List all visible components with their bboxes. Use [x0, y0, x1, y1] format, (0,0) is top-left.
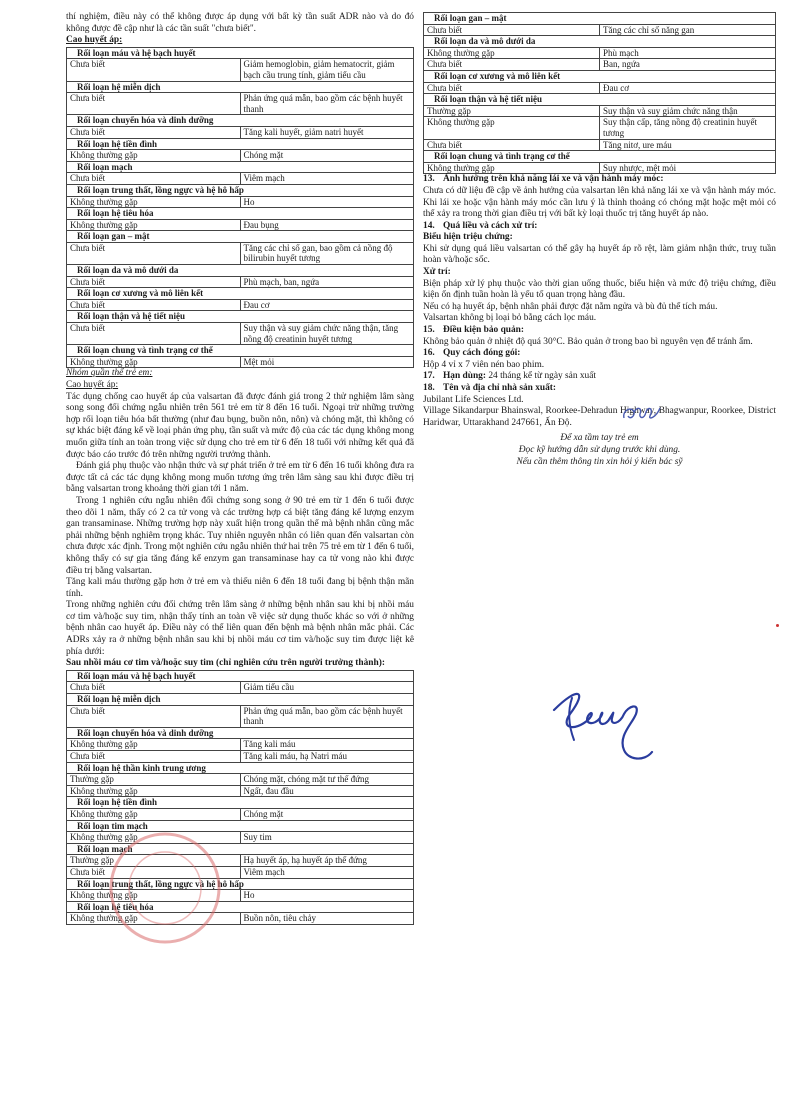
group-header-row	[67, 762, 414, 774]
reaction-cell: Mệt mỏi	[240, 356, 414, 368]
frequency-cell: Không thường gặp	[67, 196, 241, 208]
section-15-heading: 15. Điều kiện bảo quản:	[423, 325, 525, 336]
reaction-cell: Ngất, đau đầu	[240, 785, 414, 797]
hypertension-table-title: Cao huyết áp:	[66, 35, 123, 46]
table-row	[67, 242, 414, 264]
frequency-cell: Chưa biết	[424, 82, 600, 94]
group-header: Rối loạn hệ tiêu hóa	[67, 901, 414, 913]
frequency-cell: Không thường gặp	[67, 808, 241, 820]
reaction-cell: Tăng nitơ, ure máu	[600, 139, 776, 151]
group-header-row	[67, 670, 414, 682]
table-row	[67, 93, 414, 115]
section-13-text: Chưa có dữ liệu đề cập về ảnh hưởng của valsartan lên khả năng lái xe và vận hành máy móc. Khi lái xe hoặc vận hành máy móc cần lưu ý là thỉnh thoảng có chóng mặt hoặc mệt mỏi có thể xảy ra trong thời gian điều trị với bất kỳ loại thuốc trị tăng huyết áp nào.	[423, 185, 776, 220]
group-header-row	[424, 151, 776, 163]
company-stamp	[100, 828, 230, 948]
group-header: Rối loạn chuyển hóa và dinh dưỡng	[67, 115, 414, 127]
consult-doctor-note: Nếu cần thêm thông tin xin hỏi ý kiến bác sỹ	[516, 456, 683, 467]
group-header-row	[67, 231, 414, 243]
group-header: Rối loạn chuyển hóa và dinh dưỡng	[67, 727, 414, 739]
post-mi-table-title: Sau nhồi máu cơ tim và/hoặc suy tim (chỉ nghiên cứu trên người trưởng thành):	[66, 658, 385, 669]
group-header: Rối loạn mạch	[67, 843, 414, 855]
group-header: Rối loạn tim mạch	[67, 820, 414, 832]
frequency-cell: Không thường gặp	[67, 832, 241, 844]
reaction-cell: Tăng kali máu	[240, 739, 414, 751]
frequency-cell: Không thường gặp	[67, 219, 241, 231]
symptoms-subheading: Biểu hiện triệu chứng:	[423, 232, 513, 243]
intro-text: thí nghiệm, điều này có thể không được áp dụng với bất kỳ tần suất ADR nào và do đó không được đề cập như là các tần suất "chưa biết".	[66, 12, 414, 34]
frequency-cell: Chưa biết	[67, 173, 241, 185]
table-row	[424, 59, 776, 71]
section-16-heading: 16. Quy cách đóng gói:	[423, 348, 521, 359]
reaction-cell: Phản ứng quá mẫn, bao gồm các bệnh huyết thanh	[240, 93, 414, 115]
group-header-row	[67, 288, 414, 300]
group-header-row	[67, 311, 414, 323]
right-column	[423, 12, 776, 468]
group-header-row	[67, 797, 414, 809]
group-header-row	[67, 208, 414, 220]
reaction-cell: Ban, ngứa	[600, 59, 776, 71]
reaction-cell: Ho	[240, 890, 414, 902]
reaction-cell: Hạ huyết áp, hạ huyết áp thế đứng	[240, 855, 414, 867]
pediatric-paragraph-4: Tăng kali máu thường gặp hơn ở trẻ em và thiếu niên 6 đến 18 tuổi đang bị bệnh thận mãn tính.	[66, 577, 414, 599]
symptoms-text: Khi sử dụng quá liều valsartan có thể gây hạ huyết áp rõ rệt, làm giảm nhận thức, truỵ tuần hoàn và/hoặc sốc.	[423, 243, 776, 266]
table-row	[67, 739, 414, 751]
table-row	[424, 162, 776, 174]
frequency-cell: Không thường gặp	[67, 785, 241, 797]
group-header: Rối loạn máu và hệ bạch huyết	[67, 670, 414, 682]
table-row	[67, 751, 414, 763]
table-row	[67, 126, 414, 138]
frequency-cell: Chưa biết	[67, 866, 241, 878]
reaction-cell: Chóng mặt	[240, 808, 414, 820]
reaction-cell: Suy thận và suy giảm chức năng thận, tăng nồng độ creatinin huyết tương	[240, 323, 414, 345]
group-header-row	[67, 727, 414, 739]
group-header: Rối loạn thận và hệ tiết niệu	[424, 94, 776, 106]
table-row	[67, 705, 414, 727]
frequency-cell: Thường gặp	[67, 774, 241, 786]
group-header: Rối loạn hệ miễn dịch	[67, 81, 414, 93]
post-mi-paragraph: Trong những nghiên cứu đối chứng trên lâm sàng ở những bệnh nhân sau khi bị nhồi máu cơ tim và/hoặc suy tim, nhận thấy tính an toàn về việc sử dụng thuốc khác so với ở những bệnh nhân cao huyết áp. Điều này có thể liên quan đến bệnh mà bệnh nhân mắc phải. Các ADRs xảy ra ở những bệnh nhân sau khi bị nhồi máu cơ tim và/hoặc suy tim được liệt kê phía dưới:	[66, 600, 414, 657]
frequency-cell: Chưa biết	[67, 93, 241, 115]
frequency-cell: Chưa biết	[67, 299, 241, 311]
group-header: Rối loạn hệ tiền đình	[67, 138, 414, 150]
reaction-cell: Phù mạch, ban, ngứa	[240, 276, 414, 288]
table-row	[67, 323, 414, 345]
reaction-cell: Tăng kali huyết, giảm natri huyết	[240, 126, 414, 138]
reaction-cell: Suy nhược, mệt mỏi	[600, 162, 776, 174]
table-row	[67, 682, 414, 694]
table-row	[67, 59, 414, 81]
reaction-cell: Đau bụng	[240, 219, 414, 231]
reaction-cell: Phù mạch	[600, 47, 776, 59]
group-header-row	[424, 13, 776, 25]
reaction-cell: Suy thận cấp, tăng nồng độ creatinin huyết tương	[600, 117, 776, 139]
frequency-cell: Chưa biết	[67, 59, 241, 81]
reaction-cell: Đau cơ	[600, 82, 776, 94]
group-header-row	[67, 345, 414, 357]
table-row	[67, 299, 414, 311]
pediatric-subheading: Cao huyết áp:	[66, 380, 119, 390]
table-row	[67, 808, 414, 820]
pediatric-paragraph-1: Tác dụng chống cao huyết áp của valsartan đã được đánh giá trong 2 thử nghiệm lâm sàng song song đối chứng ngẫu nhiên trên 561 trẻ em từ 8 đến 16 tuổi. Ngoại trừ những trường hợp rối loạn tiêu hóa bất thường (như đau bụng, buồn nôn, nôn) và chóng mặt, thì không có sự khác biệt đáng kể về loại phản ứng phụ, tần suất và mức độ của các tác dụng không mong muốn giữa tính an toàn trong việc sử dụng cho trẻ em từ 6 đến 18 tuổi với những kết quả đã được báo cáo trước đó trên những người trưởng thành.	[66, 391, 414, 460]
table-row	[424, 105, 776, 117]
reaction-cell: Giảm hemoglobin, giảm hematocrit, giảm bạch cầu trung tính, giảm tiểu cầu	[240, 59, 414, 81]
group-header: Rối loạn cơ xương và mô liên kết	[424, 70, 776, 82]
group-header: Rối loạn chung và tình trạng cơ thể	[424, 151, 776, 163]
group-header: Rối loạn thận và hệ tiết niệu	[67, 311, 414, 323]
frequency-cell: Thường gặp	[424, 105, 600, 117]
frequency-cell: Chưa biết	[67, 276, 241, 288]
group-header: Rối loạn trung thất, lồng ngực và hệ hô hấp	[67, 878, 414, 890]
frequency-cell: Không thường gặp	[67, 913, 241, 925]
reaction-cell: Viêm mạch	[240, 173, 414, 185]
frequency-cell: Chưa biết	[67, 682, 241, 694]
post-mi-adr-table-continued	[423, 12, 776, 174]
section-18-heading: 18. Tên và địa chỉ nhà sản xuất:	[423, 383, 557, 393]
treatment-text-3: Valsartan không bị loại bỏ bằng cách lọc máu.	[423, 313, 597, 324]
group-header-row	[424, 94, 776, 106]
reaction-cell: Tăng kali máu, hạ Natri máu	[240, 751, 414, 763]
reaction-cell: Tăng các chỉ số năng gan	[600, 24, 776, 36]
reaction-cell: Viêm mạch	[240, 866, 414, 878]
frequency-cell: Chưa biết	[424, 59, 600, 71]
table-row	[67, 276, 414, 288]
reaction-cell: Phản ứng quá mẫn, bao gồm các bệnh huyết thanh	[240, 705, 414, 727]
frequency-cell: Chưa biết	[67, 126, 241, 138]
signature	[548, 680, 668, 770]
table-row	[67, 785, 414, 797]
pediatric-paragraph-3: Trong 1 nghiên cứu ngẫu nhiên đối chứng song song ở 90 trẻ em từ 1 đến 6 tuổi được theo dõi 1 năm, thấy có 2 ca tử vong và các trường hợp cá biệt tăng đáng kể lượng enzym gan transaminase. Những trường hợp này xuất hiện trong quần thể mà bệnh nhân cũng mắc phải những bệnh nghiêm trọng khác. Tuy nhiên nguyên nhân có liên quan đến valsartan còn chưa được xác định. Trong một nghiên cứu ngẫu nhiên thứ hai trên 75 trẻ em từ 1 đến 6 tuổi, không thấy có sự gia tăng đáng kể enzym gan transaminase hay ca tử vong nào khi được điều trị bằng valsartan.	[66, 495, 415, 576]
read-instructions-note: Đọc kỹ hướng dẫn sử dụng trước khi dùng.	[518, 444, 681, 455]
table-row	[424, 117, 776, 139]
group-header-row	[424, 70, 776, 82]
table-row	[424, 24, 776, 36]
group-header-row	[67, 161, 414, 173]
group-header-row	[67, 265, 414, 277]
group-header: Rối loạn trung thất, lồng ngực và hệ hô hấp	[67, 184, 414, 196]
table-row	[67, 356, 414, 368]
frequency-cell: Không thường gặp	[424, 47, 600, 59]
group-header: Rối loạn hệ tiền đình	[67, 797, 414, 809]
group-header: Rối loạn hệ tiêu hóa	[67, 208, 414, 220]
frequency-cell: Không thường gặp	[67, 739, 241, 751]
table-row	[67, 150, 414, 162]
group-header-row	[424, 36, 776, 48]
group-header: Rối loạn hệ miễn dịch	[67, 694, 414, 706]
storage-text: Không bảo quản ở nhiệt độ quá 30°C. Bảo quản ở trong bao bì nguyên vẹn để tránh ẩm.	[423, 336, 753, 347]
margin-mark	[776, 624, 779, 627]
pediatric-heading: Nhóm quần thể trẻ em:	[66, 368, 153, 379]
table-row	[424, 139, 776, 151]
group-header: Rối loạn mạch	[67, 161, 414, 173]
frequency-cell: Không thường gặp	[67, 150, 241, 162]
manufacturer-address: Village Sikandarpur Bhainswal, Roorkee-Dehradun Highway, Bhagwanpur, Roorkee, District Haridwar, Uttarakhand 247661, Ấn Độ.	[423, 406, 776, 428]
frequency-cell: Không thường gặp	[67, 356, 241, 368]
left-column	[66, 12, 414, 925]
frequency-cell: Không thường gặp	[424, 162, 600, 174]
group-header: Rối loạn hệ thần kinh trung ương	[67, 762, 414, 774]
table-row	[67, 774, 414, 786]
pediatric-paragraph-2: Đánh giá phụ thuộc vào nhận thức và sự phát triển ở trẻ em từ 6 đến 16 tuổi không đưa ra được tất cả các tác dụng không mong muốn tương ứng trên lâm sàng sau khi được điều trị bằng valsartan trong khoảng thời gian tới 1 năm.	[66, 461, 414, 495]
table-row	[67, 196, 414, 208]
table-row	[67, 173, 414, 185]
group-header-row	[67, 184, 414, 196]
reaction-cell: Ho	[240, 196, 414, 208]
reaction-cell: Giảm tiểu cầu	[240, 682, 414, 694]
group-header: Rối loạn cơ xương và mô liên kết	[67, 288, 414, 300]
group-header: Rối loạn chung và tình trạng cơ thể	[67, 345, 414, 357]
frequency-cell: Chưa biết	[424, 139, 600, 151]
reaction-cell: Chóng mặt	[240, 150, 414, 162]
frequency-cell: Chưa biết	[67, 242, 241, 264]
table-row	[424, 47, 776, 59]
treatment-subheading: Xử trí:	[423, 267, 451, 278]
table-row	[67, 219, 414, 231]
initials-signature	[620, 400, 664, 426]
frequency-cell: Chưa biết	[67, 323, 241, 345]
reaction-cell: Buồn nôn, tiêu chảy	[240, 913, 414, 925]
group-header-row	[67, 138, 414, 150]
frequency-cell: Chưa biết	[424, 24, 600, 36]
table-row	[424, 82, 776, 94]
group-header-row	[67, 81, 414, 93]
section-13-heading: 13. Ảnh hưởng trên khả năng lái xe và vận hành máy móc:	[423, 174, 664, 185]
section-14-heading: 14. Quá liều và cách xử trí:	[423, 220, 538, 231]
section-17-line: 17. Hạn dùng: 24 tháng kể từ ngày sản xuất	[423, 371, 597, 382]
manufacturer-name: Jubilant Life Sciences Ltd.	[423, 394, 524, 405]
group-header: Rối loạn da và mô dưới da	[424, 36, 776, 48]
reaction-cell: Đau cơ	[240, 299, 414, 311]
frequency-cell: Thường gặp	[67, 855, 241, 867]
treatment-text-1: Biện pháp xử lý phụ thuộc vào thời gian uống thuốc, biểu hiện và mức độ triệu chứng, điều kiện ổn định tuần hoàn là yếu tố quan trọng hàng đầu.	[423, 278, 776, 301]
group-header: Rối loạn gan – mật	[67, 231, 414, 243]
group-header: Rối loạn máu và hệ bạch huyết	[67, 47, 414, 59]
group-header-row	[67, 694, 414, 706]
group-header-row	[67, 47, 414, 59]
frequency-cell: Không thường gặp	[67, 890, 241, 902]
reaction-cell: Chóng mặt, chóng mặt tư thế đứng	[240, 774, 414, 786]
treatment-text-2: Nếu có hạ huyết áp, bệnh nhân phải được đặt nằm ngửa và bù đủ thể tích máu.	[423, 301, 718, 312]
reaction-cell: Tăng các chỉ số gan, bao gồm cả nồng độ bilirubin huyết tương	[240, 242, 414, 264]
packaging-text: Hộp 4 vỉ x 7 viên nén bao phim.	[423, 359, 545, 370]
keep-away-note: Để xa tầm tay trẻ em	[560, 433, 639, 444]
frequency-cell: Chưa biết	[67, 751, 241, 763]
reaction-cell: Suy tim	[240, 832, 414, 844]
group-header: Rối loạn da và mô dưới da	[67, 265, 414, 277]
reaction-cell: Suy thận và suy giảm chức năng thận	[600, 105, 776, 117]
hypertension-adr-table	[66, 47, 414, 369]
frequency-cell: Không thường gặp	[424, 117, 600, 139]
group-header-row	[67, 115, 414, 127]
frequency-cell: Chưa biết	[67, 705, 241, 727]
group-header: Rối loạn gan – mật	[424, 13, 776, 25]
